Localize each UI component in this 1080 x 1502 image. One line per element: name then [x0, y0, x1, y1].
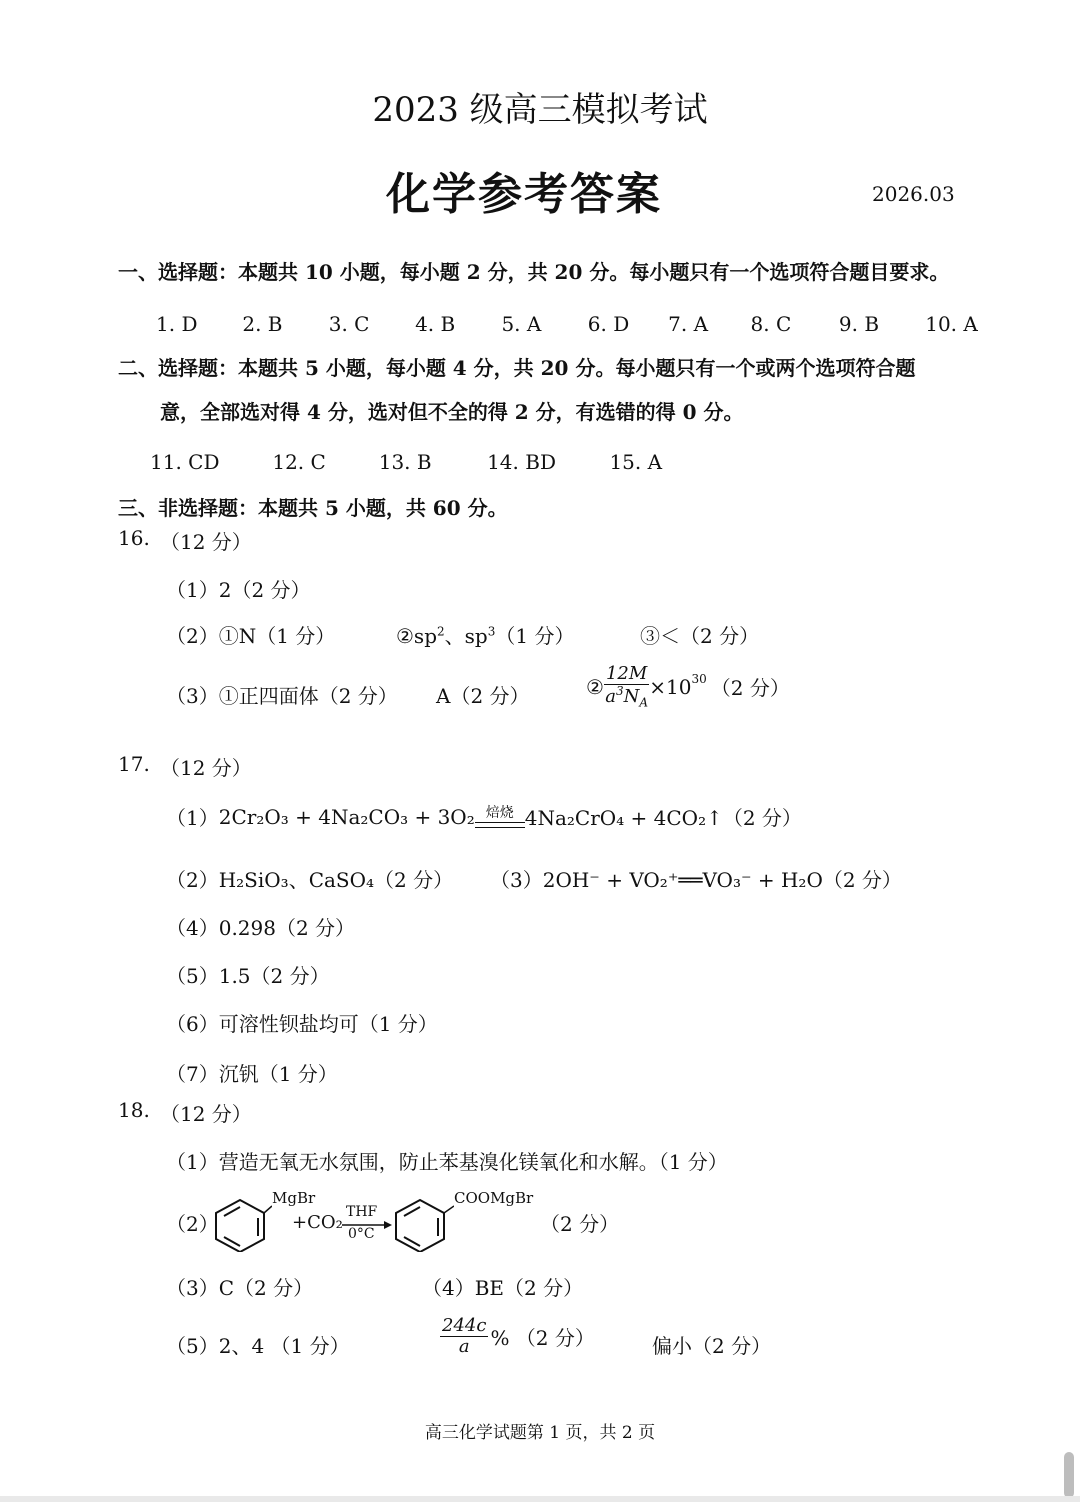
q16-part2a: （2）①N（1 分）: [166, 624, 336, 648]
answer-3: 3. C: [328, 312, 370, 336]
section3-heading: 三、非选择题：本题共 5 小题，共 60 分。: [118, 496, 508, 520]
q18-part5a: （5）2、4 （1 分）: [166, 1334, 350, 1358]
answer-6: 6. D: [587, 312, 630, 336]
q18-number: 18.: [118, 1098, 150, 1122]
answer-14: 14. BD: [487, 450, 556, 474]
answer-7: 7. A: [668, 312, 709, 336]
q16-part1: （1）2（2 分）: [166, 578, 311, 602]
section2-heading-line2: 意，全部选对得 4 分，选对但不全的得 2 分，有选错的得 0 分。: [160, 400, 744, 424]
q17-part7: （7）沉钒（1 分）: [166, 1062, 338, 1086]
document-title: 化学参考答案: [386, 169, 662, 220]
page-footer: 高三化学试题第 1 页，共 2 页: [424, 1423, 656, 1443]
q16-part2b: $②sp^2$、$sp^3(1$ 分）: [396, 624, 575, 648]
q18-part1: （1）营造无氧无水氛围，防止苯基溴化镁氧化和水解。（1 分）: [166, 1150, 728, 1174]
q17-score: （12 分）: [160, 756, 252, 780]
yield-fraction: $\frac{244c}{a}$: [442, 1315, 487, 1357]
q17-number: 17.: [118, 752, 150, 776]
product-substituent: COOMgBr: [454, 1189, 534, 1207]
answer-2: 2. B: [242, 312, 283, 336]
q17-part5: （5）1.5（2 分）: [166, 964, 330, 988]
condition-top: THF: [346, 1204, 378, 1220]
q18-part5b: $\frac{244c}{a}$ % （2 分）: [442, 1315, 595, 1357]
density-fraction: $\frac{12M}{a^3N_A}$: [605, 663, 648, 710]
answer-4: 4. B: [415, 312, 456, 336]
answer-9: 9. B: [838, 312, 880, 336]
document-date: 2026.03: [872, 182, 955, 206]
q18-part3: （3）C（2 分）: [166, 1276, 314, 1300]
answer-1: 1. D: [156, 312, 198, 336]
condition-bottom: 0°C: [348, 1226, 375, 1242]
q18-part2-score: （2 分）: [540, 1212, 620, 1236]
section2-heading-line1: 二、选择题：本题共 5 小题，每小题 4 分，共 20 分。每小题只有一个或两个选项符合题: [118, 356, 916, 380]
answer-10: 10. A: [925, 312, 978, 336]
section2-answers: [150, 450, 662, 474]
q18-score: （12 分）: [160, 1102, 252, 1126]
co2-reagent: +CO₂: [292, 1212, 343, 1233]
q16-part3b: A（2 分）: [436, 684, 530, 708]
answer-12: 12. C: [272, 450, 326, 474]
q16-part3a: （3）①正四面体（2 分）: [166, 684, 398, 708]
answer-15: 15. A: [609, 450, 663, 474]
answer-11: 11. CD: [150, 450, 220, 474]
exam-title: 2023 级高三模拟考试: [372, 90, 708, 130]
q16-part2c: ③＜（2 分）: [640, 624, 760, 648]
q16-score: （12 分）: [160, 530, 252, 554]
benzene-ring-product-icon: [392, 1196, 454, 1252]
reactant-substituent: MgBr: [272, 1189, 316, 1207]
answer-8: 8. C: [750, 312, 792, 336]
q17-part3: （3）2OH⁻ + VO₂⁺══VO₃⁻ + H₂O（2 分）: [490, 868, 902, 892]
q18-part2-label: （2）: [166, 1212, 219, 1236]
q18-part4: （4）BE（2 分）: [422, 1276, 584, 1300]
q17-part1: （1） 2Cr₂O₃ + 4Na₂CO₃ + 3O₂ 焙烧 4Na₂CrO₄ + 4CO₂↑（2 分）: [166, 804, 802, 830]
section1-answers: [156, 312, 978, 336]
q16-number: 16.: [118, 526, 150, 550]
q17-part6: （6）可溶性钡盐均可（1 分）: [166, 1012, 438, 1036]
section1-heading: 一、选择题：本题共 10 小题，每小题 2 分，共 20 分。每小题只有一个选项符合题目要求。: [118, 260, 950, 284]
answer-5: 5. A: [501, 312, 542, 336]
answer-13: 13. B: [378, 450, 432, 474]
benzene-ring-icon: [212, 1196, 272, 1252]
scrollbar-thumb[interactable]: [1064, 1452, 1074, 1498]
bottom-edge: [0, 1496, 1080, 1502]
q18-part5c: 偏小（2 分）: [652, 1334, 772, 1358]
q17-part2: （2）H₂SiO₃、CaSO₄（2 分）: [166, 868, 454, 892]
reaction-condition: 焙烧: [475, 806, 525, 828]
q16-part3c: ② $\frac{12M}{a^3N_A}$ ×10 $^{30}$ （2 分）: [586, 663, 790, 710]
q17-part4: （4）0.298（2 分）: [166, 916, 356, 940]
